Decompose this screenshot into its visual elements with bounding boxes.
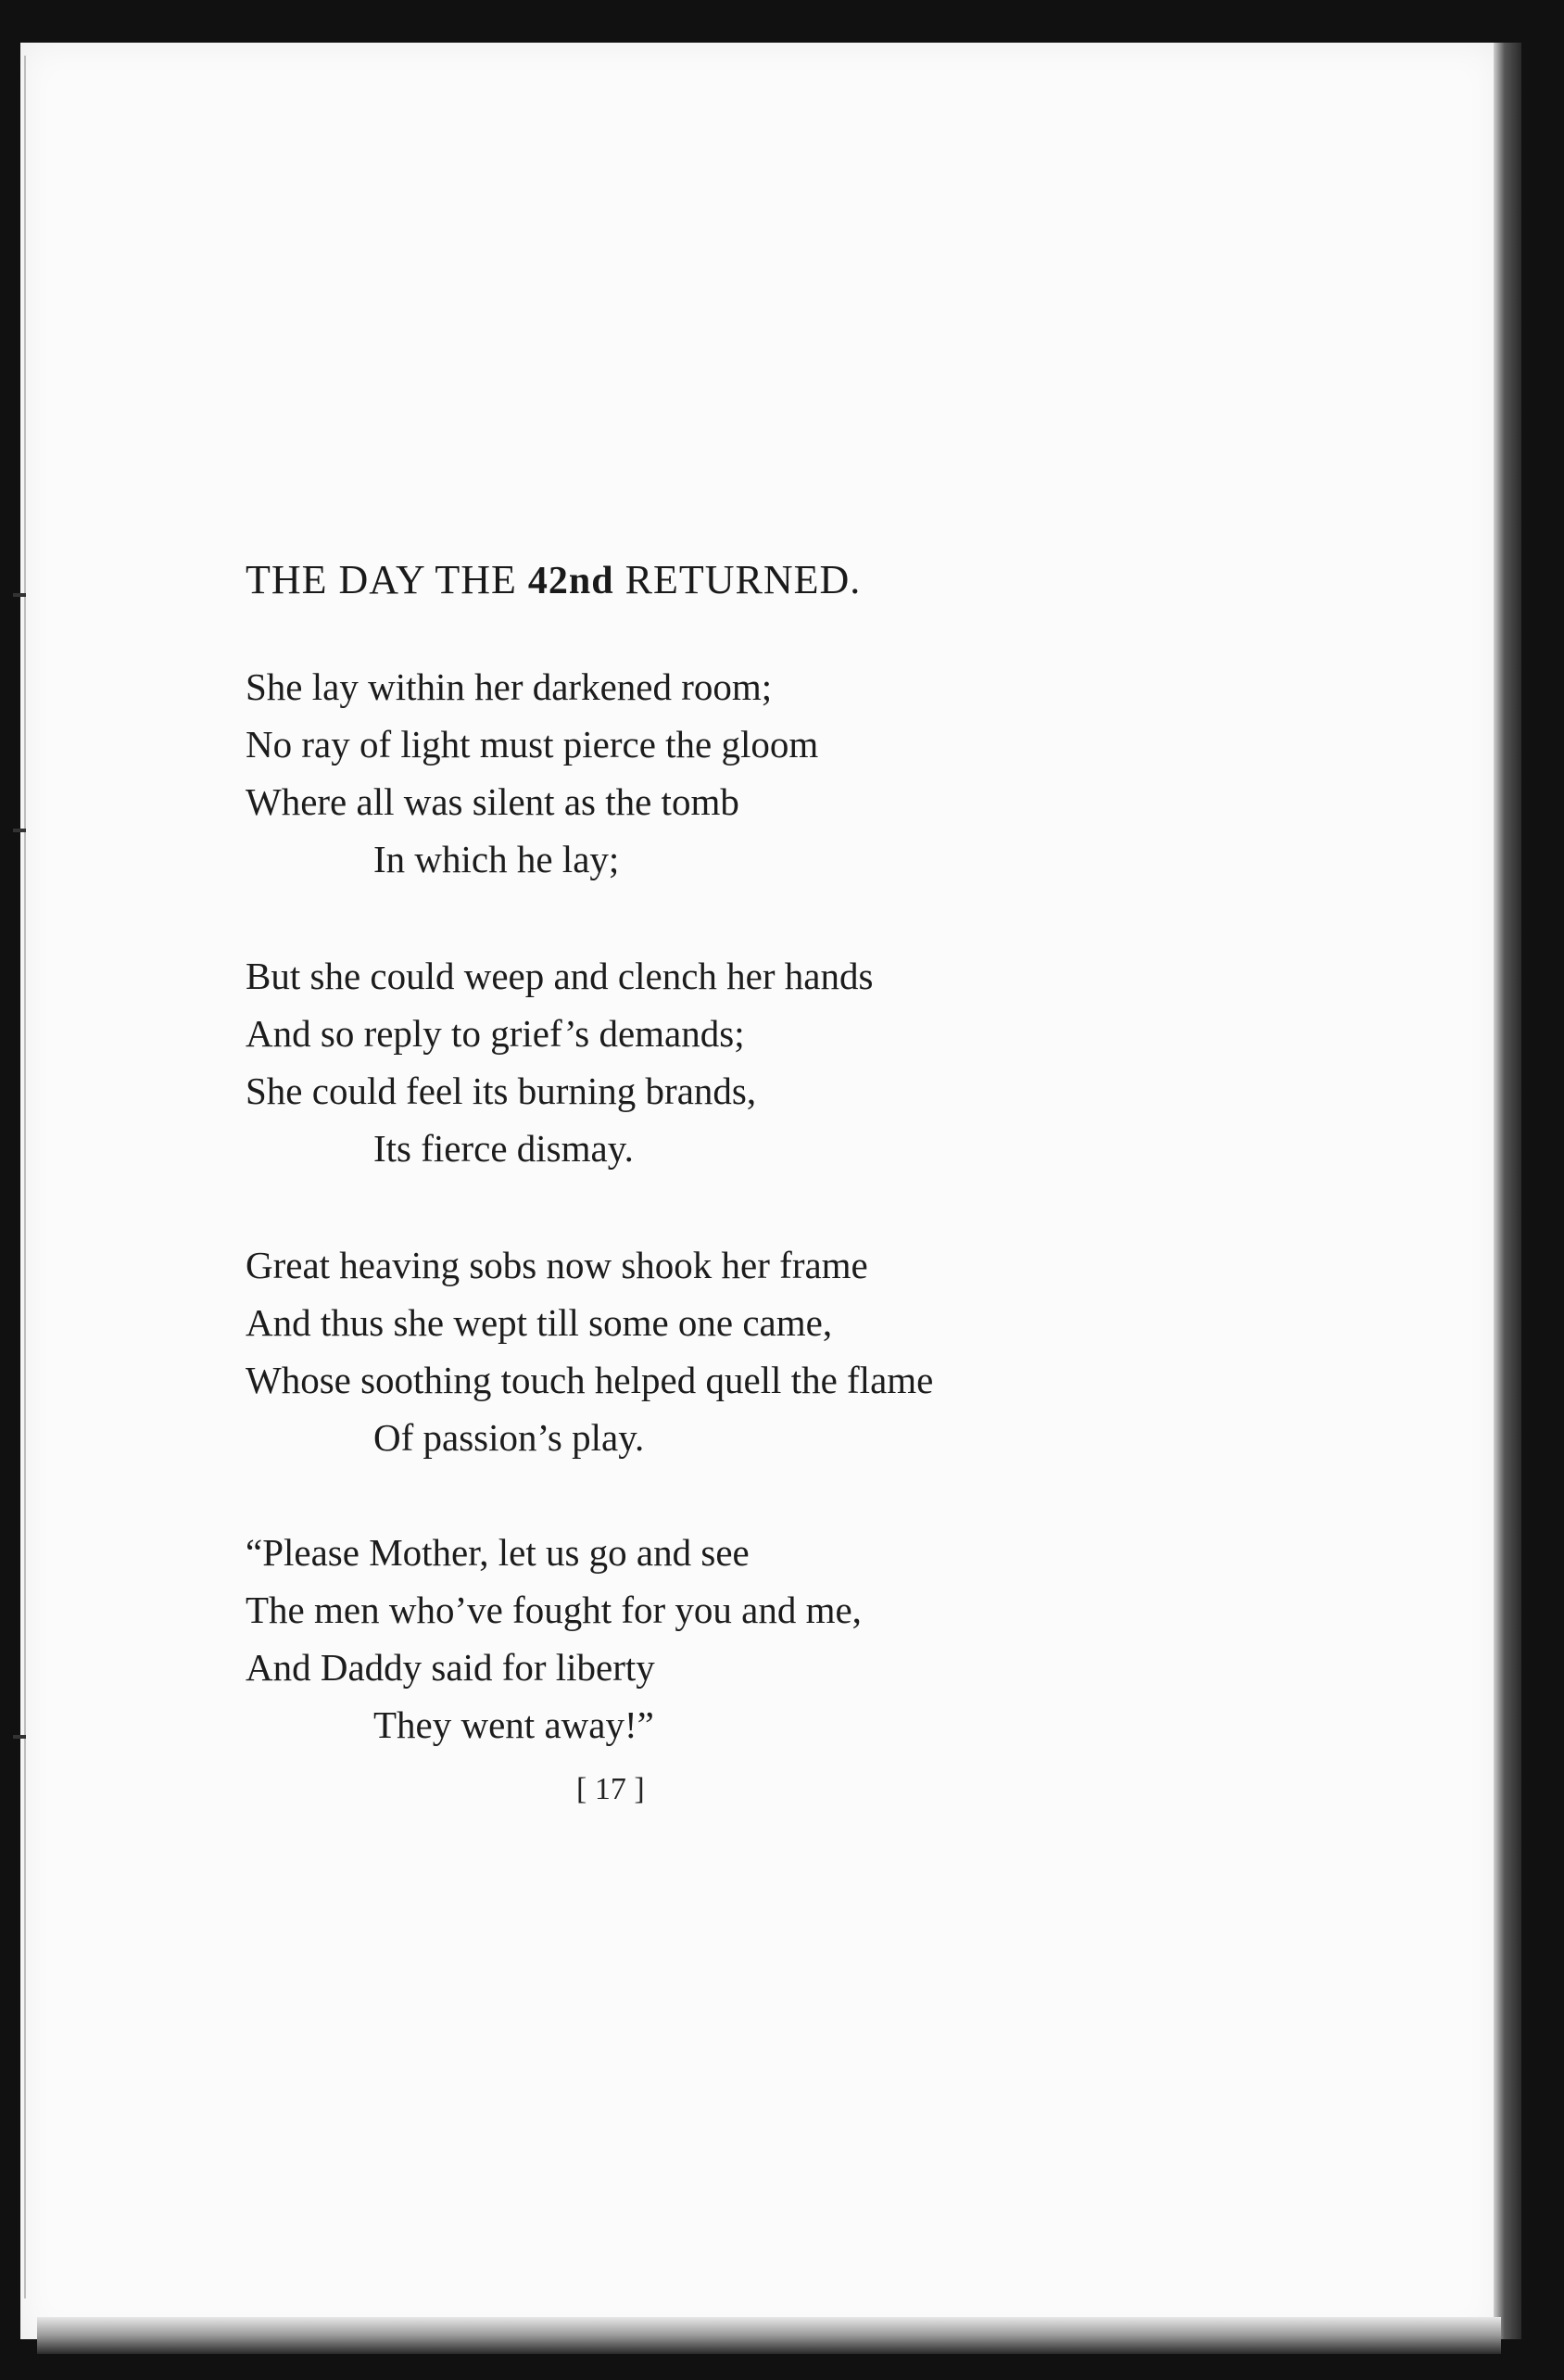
verse-line: And Daddy said for liberty (246, 1646, 655, 1689)
verse-line: “Please Mother, let us go and see (246, 1531, 750, 1574)
page-bottom-edge (37, 2317, 1501, 2354)
margin-mark (13, 1735, 26, 1739)
title-part-end: RETURNED. (613, 557, 862, 602)
stanza-3 (246, 1236, 933, 1466)
title-part-start: THE DAY THE (246, 557, 528, 602)
stanza-4 (246, 1524, 862, 1753)
verse-line: She could feel its burning brands, (246, 1070, 757, 1112)
stanza-2 (246, 947, 873, 1177)
verse-line: The men who’ve fought for you and me, (246, 1589, 862, 1631)
margin-mark (13, 829, 26, 832)
margin-mark (13, 593, 26, 597)
verse-line: Great heaving sobs now shook her frame (246, 1244, 868, 1286)
verse-line: She lay within her darkened room; (246, 665, 773, 708)
verse-line-refrain: Its fierce dismay. (373, 1127, 634, 1170)
verse-line-refrain: They went away!” (373, 1703, 654, 1746)
page-number: [ 17 ] (576, 1772, 645, 1806)
title-part-number: 42nd (527, 560, 614, 602)
verse-line-refrain: In which he lay; (373, 838, 620, 880)
verse-line: Where all was silent as the tomb (246, 780, 739, 823)
stanza-1 (246, 658, 818, 888)
verse-line: And thus she wept till some one came, (246, 1301, 833, 1344)
verse-line: But she could weep and clench her hands (246, 955, 874, 997)
page-right-edge (1494, 43, 1521, 2339)
verse-line: No ray of light must pierce the gloom (246, 723, 819, 766)
book-page (20, 43, 1499, 2339)
binding-margin (24, 56, 26, 2298)
poem-title (246, 556, 861, 603)
verse-line-refrain: Of passion’s play. (373, 1416, 645, 1459)
verse-line: Whose soothing touch helped quell the flame (246, 1359, 934, 1401)
verse-line: And so reply to grief’s demands; (246, 1012, 745, 1055)
